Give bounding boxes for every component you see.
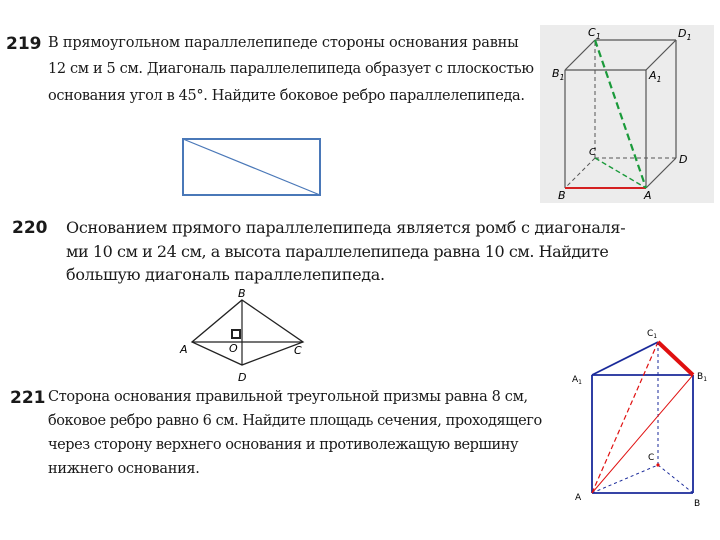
problem-219-line-1: В прямоугольном параллелепипеде стороны основания равны <box>48 35 519 51</box>
problem-220-line-3: большую диагональ параллелепипеда. <box>66 265 385 284</box>
rhombus-figure <box>176 288 316 384</box>
rhombus-label-a: A <box>180 343 188 356</box>
problem-number-219: 219 <box>6 34 42 54</box>
problem-220-line-2: ми 10 см и 24 см, а высота параллелепипеда равна 10 см. Найдите <box>66 242 609 261</box>
rhombus-label-b: B <box>238 287 246 300</box>
prism-label-c: C <box>648 453 655 463</box>
rhombus-label-c: C <box>294 344 302 357</box>
section-line-a-b1 <box>592 375 693 493</box>
prism-label-b1: $B_1$ <box>697 372 708 383</box>
prism-label-c1: $C_1$ <box>647 329 658 340</box>
prism-label-a: A <box>575 493 582 503</box>
problem-221-line-3: через сторону верхнего основания и противолежащую вершину <box>48 437 519 453</box>
rhombus-outline <box>192 300 303 365</box>
right-angle-mark <box>232 330 240 338</box>
label-d1: $D_1$ <box>678 27 692 42</box>
rectangle-diagonal <box>183 139 320 195</box>
label-b1: $B_1$ <box>552 67 565 82</box>
triangular-prism-figure <box>566 322 716 512</box>
prism-top-edge-a1-c1 <box>592 342 658 375</box>
problem-number-221: 221 <box>10 388 46 408</box>
label-d: D <box>679 153 688 166</box>
label-b: B <box>558 189 566 202</box>
point-c <box>656 463 659 466</box>
problem-221-line-2: боковое ребро равно 6 см. Найдите площадь сечения, проходящего <box>48 413 542 429</box>
prism-label-b: B <box>694 499 701 509</box>
problem-220-line-1: Основанием прямого параллелепипеда является ромб с диагоналя- <box>66 218 626 237</box>
rhombus-label-d: D <box>238 371 247 384</box>
prism-label-a1: $A_1$ <box>572 375 582 386</box>
label-a: A <box>644 189 652 202</box>
rectangle-diagonal-sketch <box>182 138 322 198</box>
problem-number-220: 220 <box>12 218 48 238</box>
problem-221-line-1: Сторона основания правильной треугольной призмы равна 8 см, <box>48 389 528 405</box>
problem-219-line-2: 12 см и 5 см. Диагональ параллелепипеда образует с плоскостью <box>48 61 534 77</box>
label-c: C <box>589 147 596 158</box>
section-line-a-c1 <box>592 342 658 493</box>
prism-top-edge-c1-b1 <box>658 342 693 375</box>
label-a1: $A_1$ <box>649 69 662 84</box>
label-c1: $C_1$ <box>588 26 601 41</box>
problem-221-line-4: нижнего основания. <box>48 461 200 477</box>
rhombus-label-o: O <box>229 342 238 355</box>
prism-bottom-edge-c-b-hidden <box>658 465 693 493</box>
problem-219-line-3: основания угол в 45°. Найдите боковое ребро параллелепипеда. <box>48 88 525 104</box>
parallelepiped-figure <box>540 25 714 203</box>
